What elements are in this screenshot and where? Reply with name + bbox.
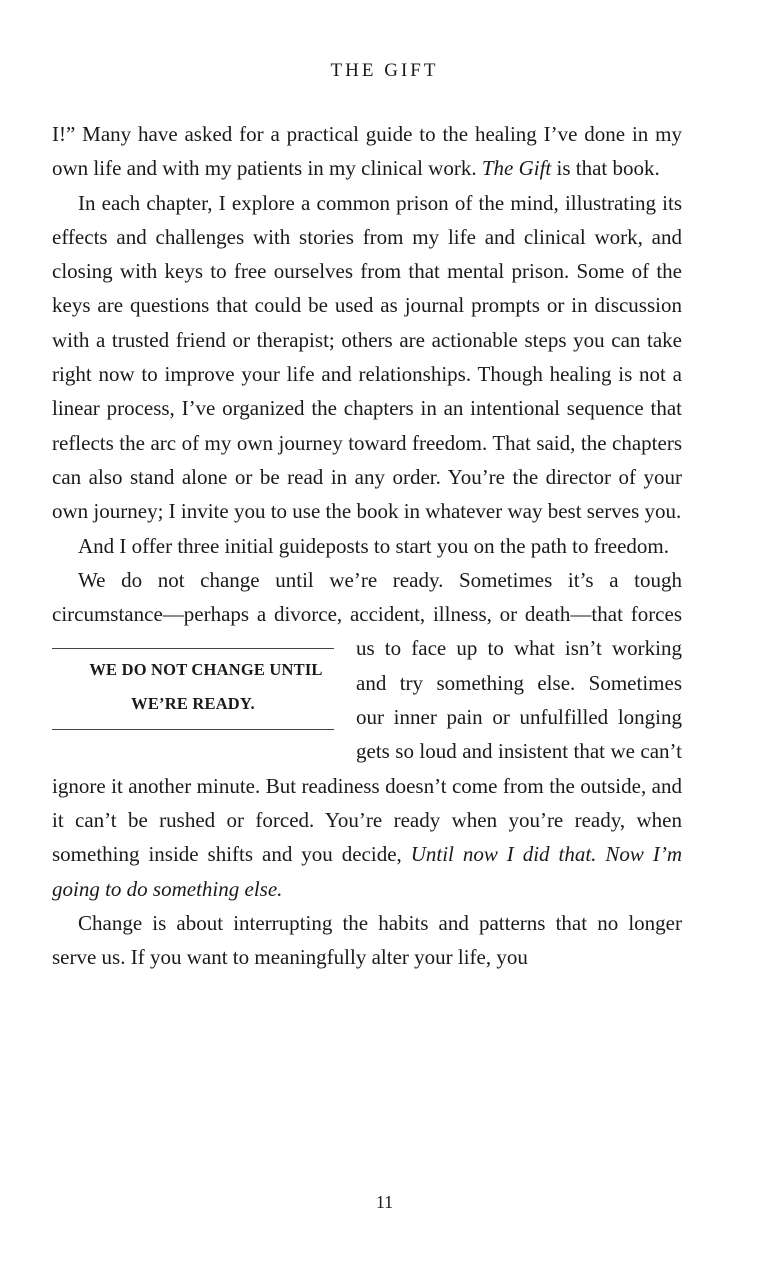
pull-quote-text (52, 649, 334, 721)
paragraph-1-text-b: is that book. (551, 156, 660, 181)
body-text (52, 117, 682, 974)
pull-quote-line-1: WE DO NOT CHANGE UNTIL (89, 660, 323, 680)
paragraph-2: In each chapter, I explore a common prison of the mind, illustrating its effects and challenges with stories from my life and clinical work, and closing with keys to free ourselves from that mental prison. Some of the keys are questions that could be used as journal prompts or in discussion with a trusted friend or therapist; others are actionable steps you can take right now to improve your life and relationships. Though healing is not a linear process, I’ve organized the chapters in an intentional sequence that reflects the arc of my own journey toward freedom. That said, the chapters can also stand alone or be read in any order. You’re the director of your own journey; I invite you to use the book in whatever way best serves you. (52, 190, 682, 524)
paragraph-1-text-a: I!” Many have asked for a practical guide to the healing I’ve done in my own life and with my patients in my clinical work. (52, 122, 682, 181)
running-head: THE GIFT (330, 60, 439, 81)
book-title-italic: The Gift (481, 156, 552, 181)
paragraph-4-italic: Until now I did that. Now I’m going to do something else. (52, 842, 682, 901)
paragraph-3: And I offer three initial guideposts to start you on the path to freedom. (78, 533, 669, 558)
page-number: 11 (375, 1192, 394, 1212)
paragraph-1 (52, 117, 682, 186)
pull-quote-bottom-rule (52, 729, 334, 730)
paragraph-4-text-b: that forces us to face up to what isn’t working and try something else. Sometimes our inner pain or unfulfilled longing gets so loud and insistent that we can’t ignore it another minute. But readiness doesn’t come from the outside, and it can’t be rushed or forced. You’re ready when you’re ready, when something inside shifts and you decide, (52, 602, 682, 867)
pull-quote-line-2: WE’RE READY. (131, 694, 255, 714)
paragraph-4 (52, 563, 682, 906)
paragraph-4-text-a: We do not change until we’re ready. Sometimes it’s a tough circumstance—perhaps a divorce, accident, illness, or death— (52, 567, 682, 627)
paragraph-5: Change is about interrupting the habits and patterns that no longer serve us. If you want to meaningfully alter your life, you (52, 910, 682, 970)
pull-quote (52, 631, 334, 738)
